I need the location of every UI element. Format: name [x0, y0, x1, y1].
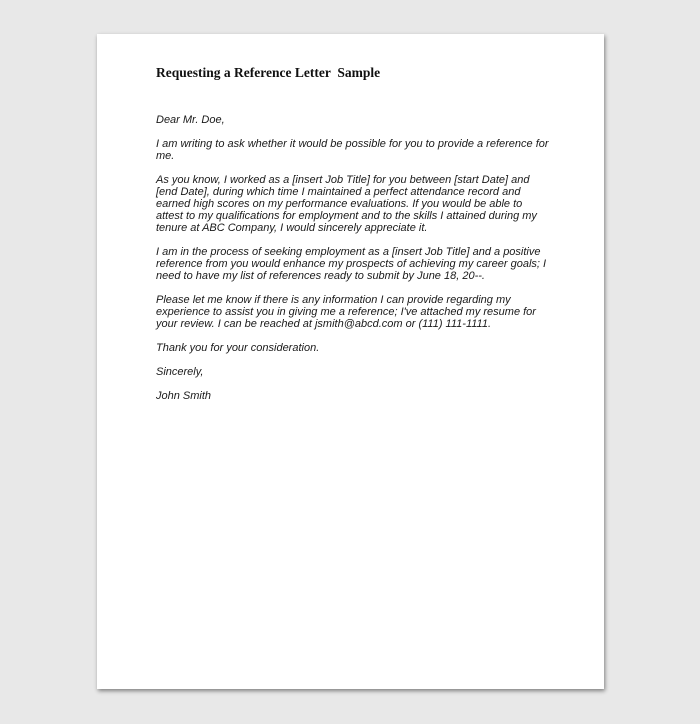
letter-paragraph: Thank you for your consideration.: [156, 342, 320, 354]
letter-paragraph: I am in the process of seeking employment as a [insert Job Title] and a positive reference from you would enhance my prospects of achieving my career goals; I need to have my list of references ready to submit by June 18, 20--.: [156, 246, 547, 282]
document-page: [97, 34, 604, 689]
letter-salutation: Dear Mr. Doe,: [156, 114, 225, 126]
letter-paragraph: Please let me know if there is any information I can provide regarding my experience to assist you in giving me a reference; I've attached my resume for your review. I can be reached at jsmith@abcd.com or (111) 111-1111.: [156, 294, 536, 330]
letter-signature: John Smith: [156, 390, 212, 402]
letter-body: [156, 114, 551, 414]
letter-closing: Sincerely,: [156, 366, 204, 378]
letter-paragraph: As you know, I worked as a [insert Job Title] for you between [start Date] and [end Date], during which time I maintained a perfect attendance record and earned high scores on my performance evaluations. If you would be able to attest to my qualifications for employment and to the skills I attained during my tenure at ABC Company, I would sincerely appreciate it.: [156, 174, 537, 234]
letter-paragraph: I am writing to ask whether it would be possible for you to provide a reference for me.: [156, 138, 549, 162]
document-title: Requesting a Reference Letter Sample: [156, 65, 381, 80]
